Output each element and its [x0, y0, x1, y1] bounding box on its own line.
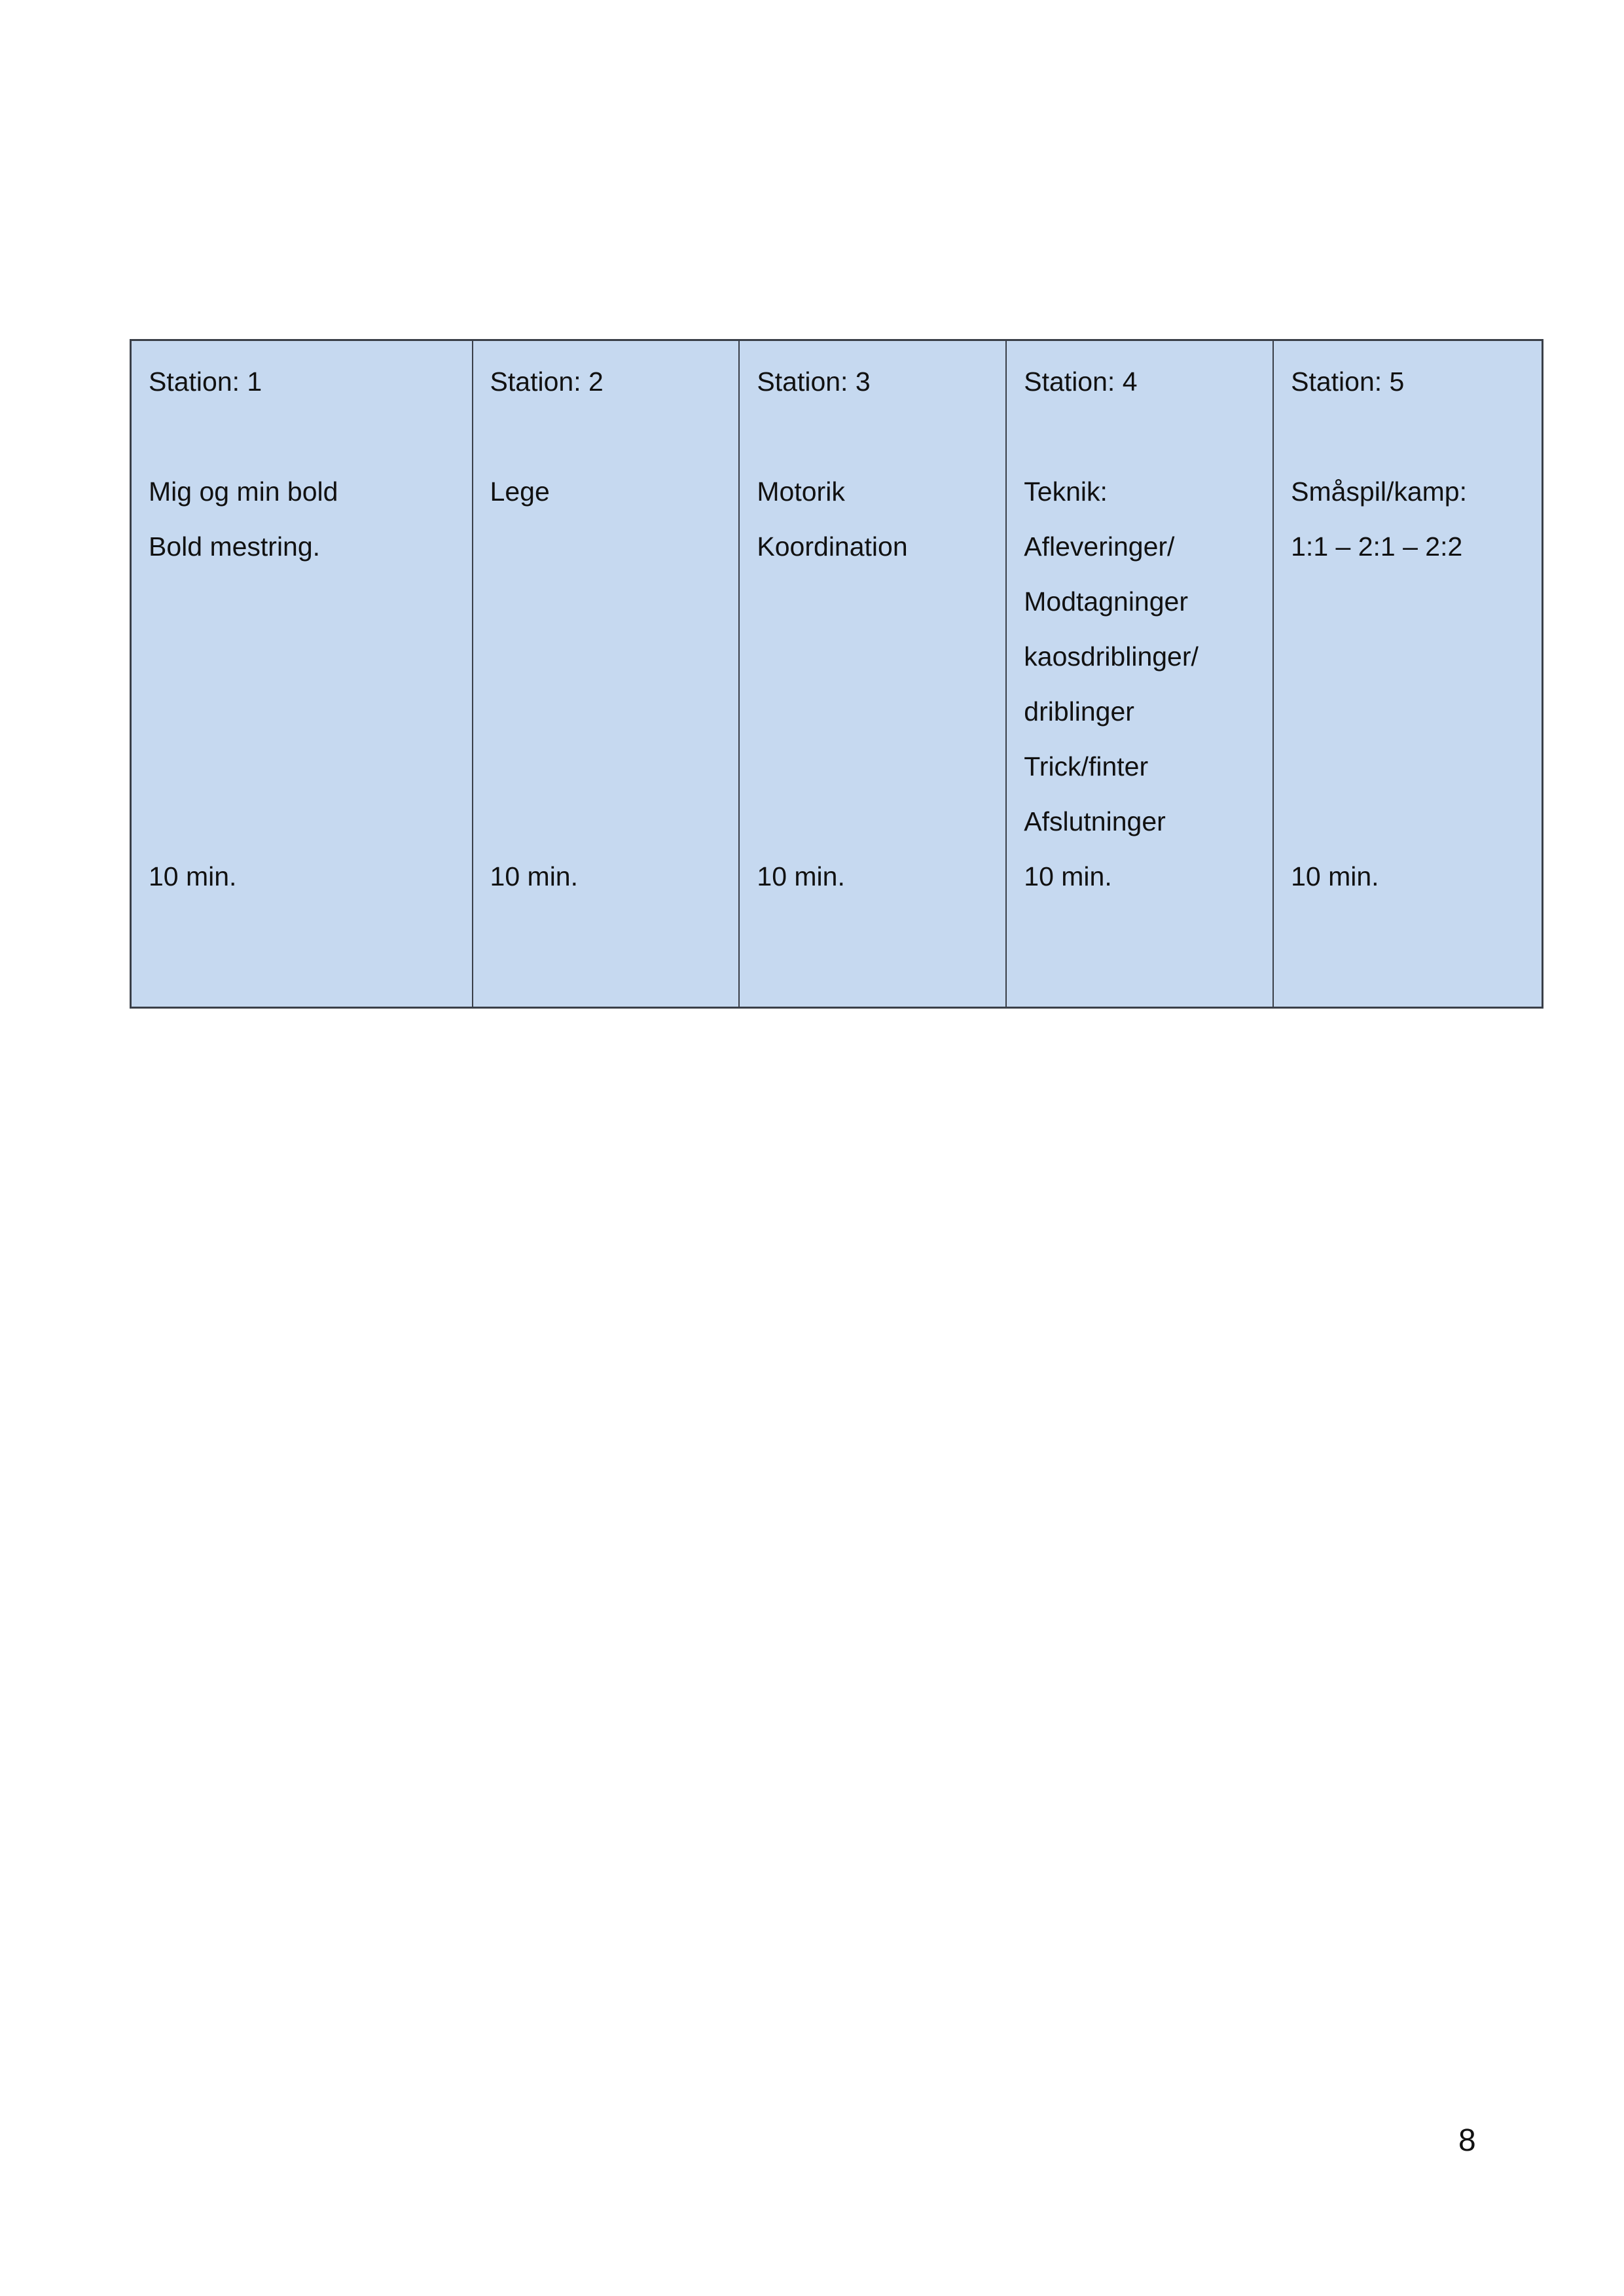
station-activity-list [757, 464, 907, 574]
station-activity-line: Afleveringer/ [1024, 531, 1175, 562]
station-activity-line: kaosdriblinger/ [1024, 641, 1199, 672]
station-duration: 10 min. [490, 861, 578, 891]
station-activity-line: driblinger [1024, 696, 1134, 726]
station-activity-line: Modtagninger [1024, 586, 1188, 617]
station-activity-line: Lege [490, 476, 550, 507]
station-activity-line: Koordination [757, 531, 908, 562]
station-title: Station: 2 [490, 367, 604, 397]
station-title: Station: 5 [1291, 367, 1405, 397]
station-duration: 10 min. [149, 861, 237, 891]
station-activity-line: Bold mestring. [149, 531, 321, 562]
station-activity-list [490, 464, 550, 519]
station-activity-line: Teknik: [1024, 476, 1108, 507]
station-title: Station: 1 [149, 367, 262, 397]
station-activity-list [1024, 464, 1199, 849]
station-activity-line: Mig og min bold [149, 476, 338, 507]
station-title: Station: 4 [1024, 367, 1138, 397]
station-cell-3 [740, 341, 1007, 1007]
station-activity-line: Motorik [757, 476, 845, 507]
station-activity-line: Trick/finter [1024, 751, 1149, 781]
station-cell-2 [473, 341, 740, 1007]
station-duration: 10 min. [1291, 861, 1379, 891]
station-activity-line: Afslutninger [1024, 806, 1166, 836]
station-activity-list [1291, 464, 1467, 574]
station-title: Station: 3 [757, 367, 871, 397]
station-cell-5 [1274, 341, 1542, 1007]
station-table [130, 339, 1543, 1009]
page-number: 8 [1458, 2123, 1476, 2158]
station-duration: 10 min. [1024, 861, 1112, 891]
station-activity-line: Småspil/kamp: [1291, 476, 1467, 507]
station-activity-list [149, 464, 338, 574]
station-duration: 10 min. [757, 861, 845, 891]
station-activity-line: 1:1 – 2:1 – 2:2 [1291, 531, 1463, 562]
station-cell-4 [1007, 341, 1274, 1007]
station-cell-1 [132, 341, 473, 1007]
